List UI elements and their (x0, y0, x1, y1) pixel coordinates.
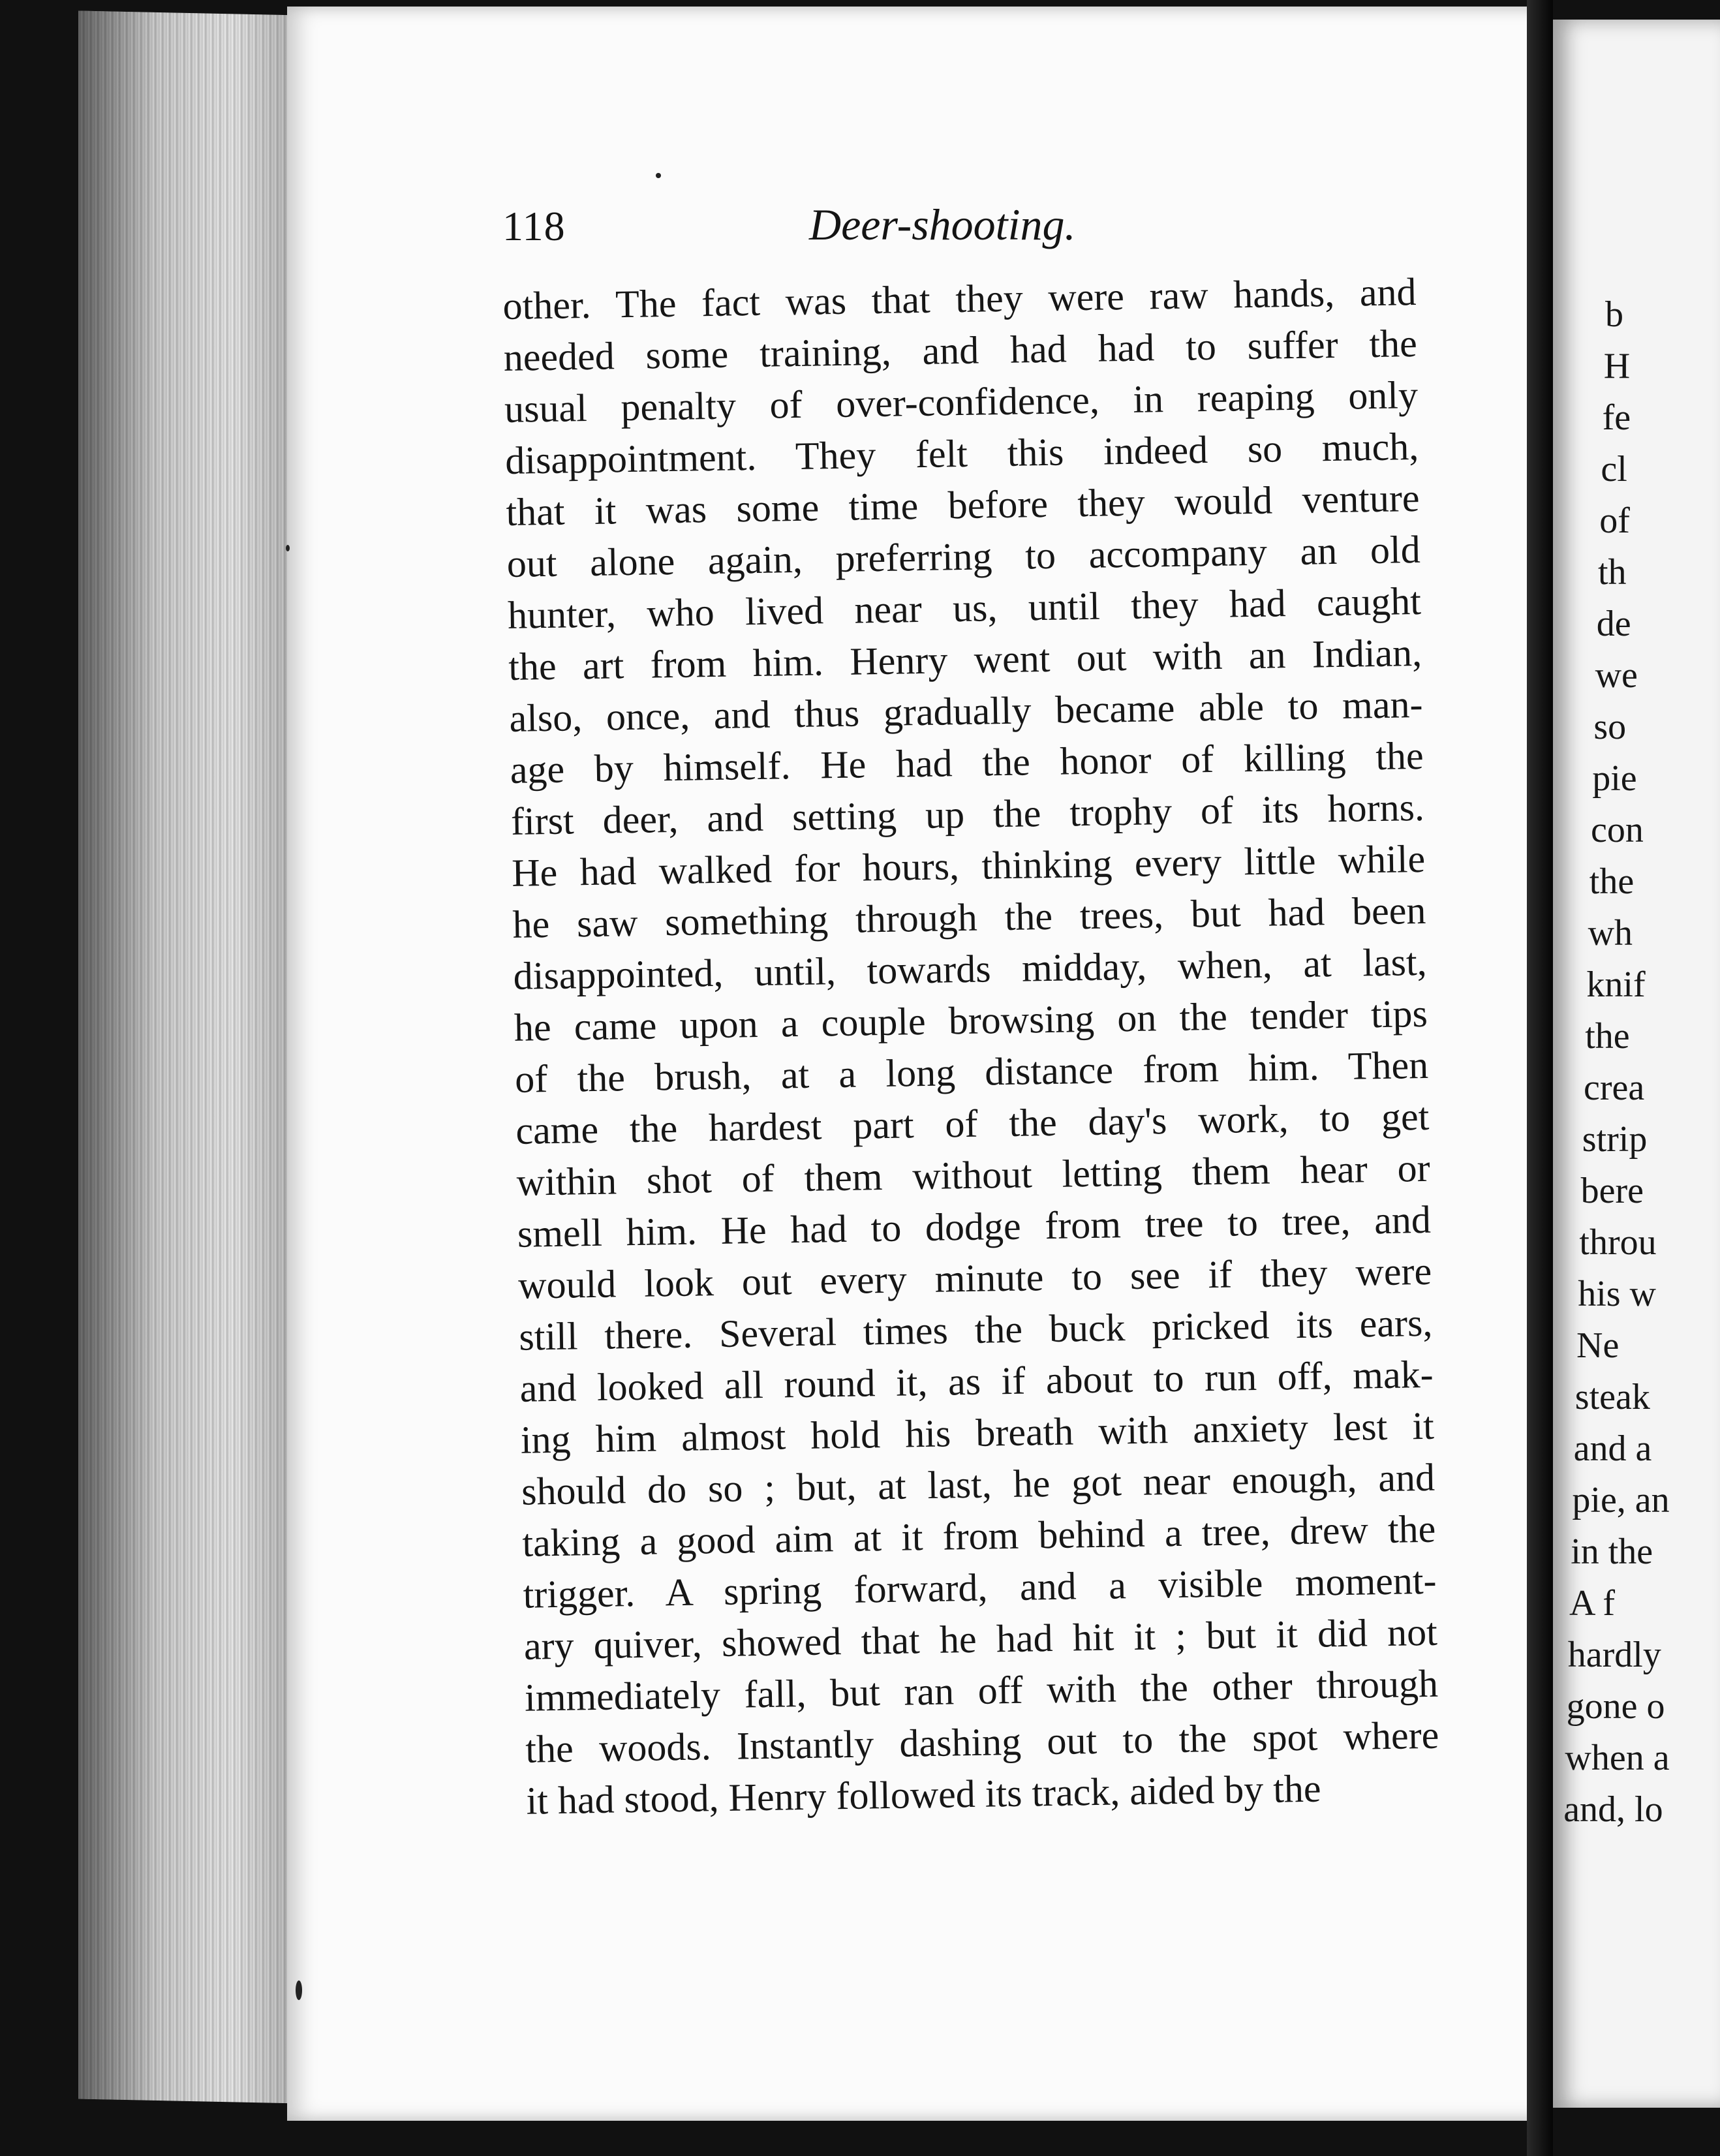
text-line: still there. Several times the buck pricked its ears, (518, 1301, 1433, 1359)
text-line: should do so ; but, at last, he got near enough, and (521, 1455, 1436, 1513)
facing-page-line: pie, an (1572, 1480, 1670, 1520)
facing-page-line: his w (1578, 1274, 1656, 1314)
facing-page-line: th (1598, 552, 1627, 593)
facing-page-line: of (1599, 501, 1630, 541)
text-line: disappointed, until, towards midday, when, at last, (513, 940, 1428, 998)
facing-page-line: so (1593, 707, 1627, 747)
facing-page-line: wh (1588, 913, 1633, 953)
facing-page-line: and, lo (1563, 1789, 1663, 1830)
text-line: usual penalty of over-confidence, in reaping only (504, 373, 1419, 431)
text-line: ary quiver, showed that he had hit it ; but it did not (523, 1610, 1438, 1668)
facing-page-line: con (1591, 810, 1644, 850)
text-line: first deer, and setting up the trophy of its horns. (510, 785, 1425, 843)
facing-page-line: Ne (1576, 1325, 1620, 1366)
facing-page-line: b (1605, 294, 1623, 335)
text-line: trigger. A spring forward, and a visible moment- (523, 1558, 1437, 1616)
text-line: and looked all round it, as if about to run off, mak- (519, 1352, 1434, 1410)
body-text (502, 266, 1453, 1827)
facing-page-line: fe (1602, 397, 1631, 438)
text-line: of the brush, at a long distance from him. Then (514, 1043, 1429, 1101)
text-line: taking a good aim at it from behind a tree, drew the (521, 1507, 1436, 1565)
text-line: also, once, and thus gradually became able to man- (509, 682, 1423, 740)
left-page (287, 7, 1546, 2121)
text-line: that it was some time before they would venture (506, 476, 1420, 534)
text-line: ing him almost hold his breath with anxiety lest it (520, 1404, 1435, 1462)
book-gutter (1527, 0, 1553, 2156)
facing-page-line: when a (1565, 1738, 1670, 1778)
text-line: smell him. He had to dodge from tree to tree, and (517, 1197, 1432, 1255)
text-line: immediately fall, but ran off with the other through (524, 1661, 1439, 1719)
facing-page-line: cl (1601, 449, 1627, 489)
facing-page-line: strip (1582, 1119, 1648, 1160)
text-line: it had stood, Henry followed its track, aided by the (526, 1766, 1322, 1823)
facing-page-line: gone o (1566, 1686, 1665, 1727)
text-line: age by himself. He had the honor of killing the (510, 733, 1424, 792)
text-line: he saw something through the trees, but had been (512, 888, 1426, 946)
text-line: within shot of them without letting them hear or (516, 1146, 1431, 1204)
running-title: Deer-shooting. (809, 200, 1076, 249)
facing-page-line: A f (1569, 1583, 1615, 1624)
text-line: would look out every minute to see if they were (517, 1249, 1432, 1307)
scan-speck (296, 1980, 302, 2000)
facing-page-line: we (1595, 655, 1638, 696)
facing-page-line: the (1589, 861, 1635, 902)
text-line: out alone again, preferring to accompany an old (506, 527, 1421, 585)
page-content (502, 183, 1439, 1827)
facing-page-line: pie (1592, 758, 1637, 799)
facing-page-line: bere (1580, 1171, 1644, 1211)
text-line: hunter, who lived near us, until they had caught (507, 579, 1422, 637)
facing-page-line: hardly (1567, 1635, 1661, 1675)
text-line: he came upon a couple browsing on the tender tips (514, 991, 1428, 1049)
text-line: came the hardest part of the day's work, to get (515, 1094, 1430, 1152)
facing-page-line: in the (1571, 1532, 1653, 1572)
scan-speck (656, 173, 661, 178)
text-line: other. The fact was that they were raw hands, and (502, 270, 1417, 328)
facing-page-line: crea (1584, 1068, 1645, 1108)
page-header (502, 183, 1429, 261)
book-page-edges (78, 10, 300, 2103)
scan-speck (286, 545, 290, 551)
text-line: He had walked for hours, thinking every little while (511, 837, 1426, 895)
facing-page-line: the (1585, 1016, 1630, 1056)
facing-page-line: steak (1574, 1377, 1650, 1417)
facing-page-line: throu (1579, 1222, 1657, 1263)
text-line: needed some training, and had had to suffer the (503, 321, 1418, 379)
facing-page-fragment (1553, 20, 1720, 2108)
text-line: the woods. Instantly dashing out to the spot where (525, 1713, 1439, 1771)
text-line: the art from him. Henry went out with an Indian, (508, 630, 1422, 688)
text-line: disappointment. They felt this indeed so much, (504, 424, 1419, 482)
facing-page-line: knif (1586, 964, 1646, 1005)
facing-page-line: and a (1573, 1428, 1652, 1469)
facing-page-line: de (1596, 604, 1631, 644)
facing-page-line: H (1603, 346, 1631, 386)
page-number: 118 (502, 203, 566, 249)
